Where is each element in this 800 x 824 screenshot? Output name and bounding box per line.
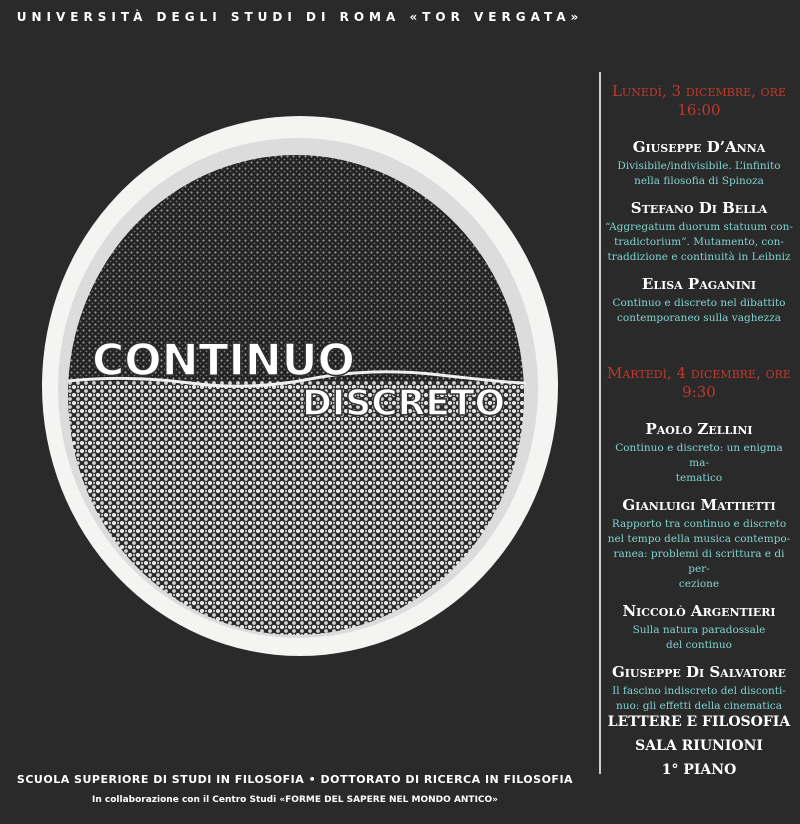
university-header: UNIVERSITÀ DEGLI STUDI DI ROMA «TOR VERGATA»: [16, 10, 584, 24]
session-1-title: Lunedì, 3 dicembre, ore 16:00: [611, 82, 787, 119]
speaker-name: Gianluigi Mattietti: [622, 496, 776, 514]
venue-floor: 1° PIANO: [661, 762, 737, 778]
artwork-illustration: [40, 113, 560, 659]
speaker-name: Giuseppe D’Anna: [632, 138, 766, 156]
speaker-name: Giuseppe Di Salvatore: [611, 663, 787, 681]
talk-title: Sulla natura paradossale del continuo: [632, 624, 766, 651]
talk-title: “Aggregatum duorum statuum con- tradictorium”. Mutamento, con- traddizione e continuità in Leibniz: [605, 221, 793, 263]
column-divider: [599, 72, 601, 774]
speaker-name: Niccolò Argentieri: [622, 602, 776, 620]
collaboration-line: In collaborazione con il Centro Studi «FORME DEL SAPERE NEL MONDO ANTICO»: [92, 795, 498, 805]
title-discreto: DISCRETO: [302, 383, 506, 424]
session-2-title: Martedì, 4 dicembre, ore 9:30: [607, 364, 791, 401]
session-1: [604, 82, 794, 326]
talk-title: Continuo e discreto: un enigma ma- tematico: [615, 442, 783, 484]
title-continuo: CONTINUO: [92, 335, 355, 386]
talk-title: Rapporto tra continuo e discreto nel tempo della musica contempo- ranea: problemi di scrittura e di per- cezione: [607, 518, 791, 590]
venue-info: [604, 710, 794, 782]
artwork-circle: [40, 113, 560, 659]
session-2: [604, 364, 794, 714]
talk-title: Divisibile/indivisibile. L’infinito nella filosofia di Spinoza: [617, 160, 781, 187]
speaker-name: Elisa Paganini: [641, 275, 757, 293]
talk-title: Il fascino indiscreto del disconti- nuo: gli effetti della cinematica: [612, 685, 786, 712]
speaker-name: Stefano Di Bella: [630, 199, 768, 217]
venue-department: LETTERE E FILOSOFIA: [607, 714, 791, 730]
organizers-line: SCUOLA SUPERIORE DI STUDI IN FILOSOFIA • DOTTORATO DI RICERCA IN FILOSOFIA: [16, 773, 574, 786]
speaker-name: Paolo Zellini: [645, 420, 753, 438]
venue-room: SALA RIUNIONI: [635, 738, 763, 754]
talk-title: Continuo e discreto nel dibattito contemporaneo sulla vaghezza: [612, 297, 786, 324]
